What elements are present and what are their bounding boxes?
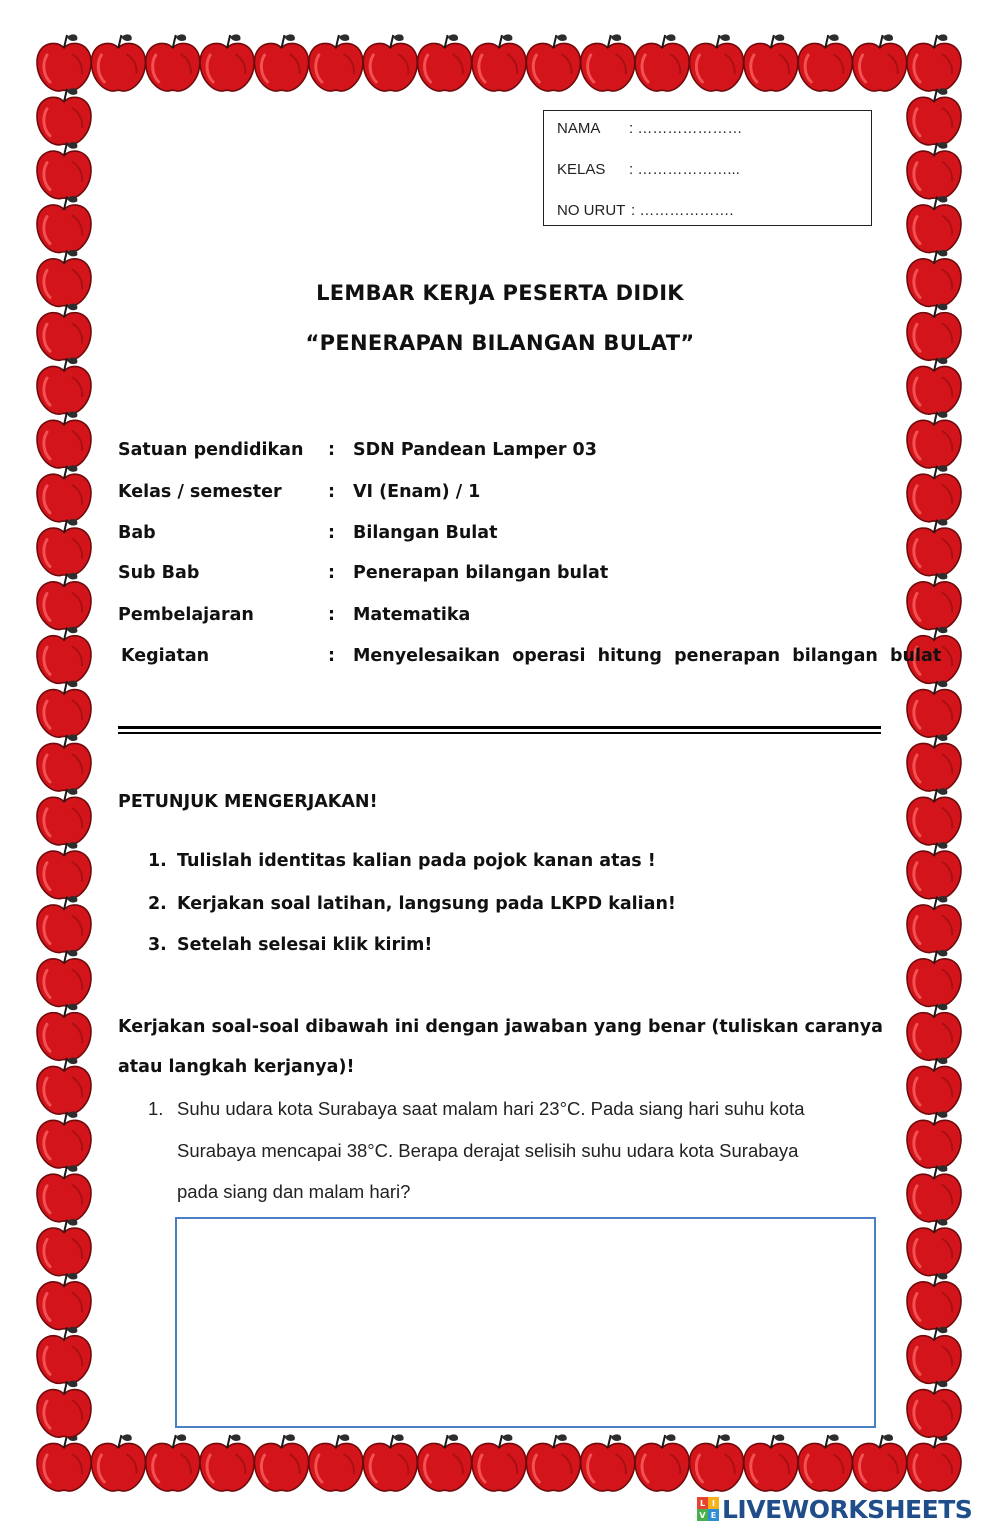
instructions-heading: PETUNJUK MENGERJAKAN! bbox=[118, 792, 378, 812]
liveworksheets-logo[interactable] bbox=[697, 1494, 972, 1524]
info-key: Satuan pendidikan bbox=[118, 440, 304, 460]
apple-icon bbox=[37, 519, 91, 576]
answer-input[interactable] bbox=[175, 1217, 876, 1428]
apple-icon bbox=[255, 1434, 309, 1491]
apple-icon bbox=[37, 1165, 91, 1222]
info-value: Bilangan Bulat bbox=[353, 523, 498, 543]
live-badge-icon bbox=[697, 1497, 719, 1521]
apple-icon bbox=[37, 573, 91, 630]
apple-icon bbox=[91, 1434, 145, 1491]
info-separator: : bbox=[328, 605, 335, 625]
identity-row-kelas bbox=[557, 161, 740, 178]
info-value: Menyelesaikan operasi hitung penerapan bilangan bulat bbox=[353, 646, 942, 666]
apple-icon bbox=[526, 34, 580, 91]
task-instruction-line2: atau langkah kerjanya)! bbox=[118, 1057, 355, 1077]
brand-name: LIVEWORKSHEETS bbox=[722, 1494, 973, 1524]
apple-icon bbox=[907, 1004, 961, 1061]
apple-icon bbox=[907, 1111, 961, 1168]
page-subtitle: “PENERAPAN BILANGAN BULAT” bbox=[305, 331, 695, 355]
apple-icon bbox=[853, 1434, 907, 1491]
apple-icon bbox=[37, 142, 91, 199]
apple-icon bbox=[798, 34, 852, 91]
info-key: Pembelajaran bbox=[118, 605, 254, 625]
apple-icon bbox=[472, 1434, 526, 1491]
apple-icon bbox=[363, 34, 417, 91]
apple-icon bbox=[37, 358, 91, 415]
badge-letter: V bbox=[697, 1509, 708, 1521]
question-text-line2: Surabaya mencapai 38°C. Berapa derajat selisih suhu udara kota Surabaya bbox=[177, 1140, 799, 1161]
info-value: VI (Enam) / 1 bbox=[353, 482, 481, 502]
apple-icon bbox=[907, 681, 961, 738]
apple-icon bbox=[472, 34, 526, 91]
apple-icon bbox=[37, 788, 91, 845]
apple-icon bbox=[146, 34, 200, 91]
apple-icon bbox=[37, 842, 91, 899]
apple-icon bbox=[907, 1381, 961, 1438]
apple-icon bbox=[907, 142, 961, 199]
apple-icon bbox=[37, 1058, 91, 1115]
identity-label-kelas: KELAS bbox=[557, 161, 606, 178]
apple-icon bbox=[907, 896, 961, 953]
apple-icon bbox=[37, 950, 91, 1007]
apple-icon bbox=[907, 519, 961, 576]
apple-icon bbox=[581, 1434, 635, 1491]
page-title: LEMBAR KERJA PESERTA DIDIK bbox=[316, 281, 684, 305]
identity-label-no-urut: NO URUT bbox=[557, 202, 626, 219]
apple-icon bbox=[309, 34, 363, 91]
apple-icon bbox=[37, 411, 91, 468]
apple-icon bbox=[907, 1219, 961, 1276]
badge-letter: L bbox=[697, 1497, 708, 1509]
apple-icon bbox=[309, 1434, 363, 1491]
task-instruction-line1: Kerjakan soal-soal dibawah ini dengan jawaban yang benar (tuliskan caranya bbox=[118, 1017, 883, 1037]
apple-icon bbox=[907, 34, 961, 91]
apple-icon bbox=[907, 1434, 961, 1491]
divider-thick bbox=[118, 726, 881, 729]
identity-label-nama: NAMA bbox=[557, 120, 601, 137]
info-value: Matematika bbox=[353, 605, 471, 625]
info-key: Bab bbox=[118, 523, 156, 543]
apple-icon bbox=[255, 34, 309, 91]
apple-icon bbox=[37, 196, 91, 253]
identity-value-kelas[interactable]: : ………………... bbox=[629, 161, 740, 178]
apple-icon bbox=[37, 1219, 91, 1276]
info-separator: : bbox=[328, 523, 335, 543]
apple-icon bbox=[907, 1327, 961, 1384]
identity-value-no-urut[interactable]: : ………………. bbox=[631, 202, 734, 219]
identity-row-no-urut bbox=[557, 202, 734, 219]
question-text-line1: Suhu udara kota Surabaya saat malam hari 23°C. Pada siang hari suhu kota bbox=[177, 1098, 805, 1119]
info-separator: : bbox=[328, 563, 335, 583]
apple-icon bbox=[853, 34, 907, 91]
question-text-line3: pada siang dan malam hari? bbox=[177, 1181, 411, 1202]
info-value: Penerapan bilangan bulat bbox=[353, 563, 609, 583]
apple-icon bbox=[526, 1434, 580, 1491]
identity-row-nama bbox=[557, 120, 743, 137]
apple-icon bbox=[200, 1434, 254, 1491]
apple-icon bbox=[635, 1434, 689, 1491]
apple-icon bbox=[690, 34, 744, 91]
apple-icon bbox=[37, 1273, 91, 1330]
apple-icon bbox=[907, 88, 961, 145]
question-number: 1. bbox=[148, 1098, 164, 1119]
instruction-number: 1. bbox=[148, 851, 167, 871]
apple-icon bbox=[37, 1004, 91, 1061]
apple-icon bbox=[37, 465, 91, 522]
apple-icon bbox=[37, 1381, 91, 1438]
apple-icon bbox=[744, 34, 798, 91]
apple-icon bbox=[907, 465, 961, 522]
apple-icon bbox=[37, 896, 91, 953]
badge-letter: I bbox=[708, 1497, 719, 1509]
apple-icon bbox=[635, 34, 689, 91]
apple-icon bbox=[37, 681, 91, 738]
apple-icon bbox=[907, 1058, 961, 1115]
instruction-item: Kerjakan soal latihan, langsung pada LKPD kalian! bbox=[177, 894, 676, 914]
apple-icon bbox=[37, 34, 91, 91]
apple-icon bbox=[907, 196, 961, 253]
info-separator: : bbox=[328, 482, 335, 502]
apple-icon bbox=[37, 1434, 91, 1491]
apple-icon bbox=[37, 1111, 91, 1168]
instruction-number: 3. bbox=[148, 935, 167, 955]
apple-icon bbox=[418, 1434, 472, 1491]
apple-icon bbox=[907, 358, 961, 415]
apple-icon bbox=[37, 627, 91, 684]
apple-icon bbox=[146, 1434, 200, 1491]
apple-icon bbox=[200, 34, 254, 91]
apple-icon bbox=[37, 734, 91, 791]
apple-icon bbox=[418, 34, 472, 91]
identity-value-nama[interactable]: : ………………… bbox=[629, 120, 743, 137]
instruction-number: 2. bbox=[148, 894, 167, 914]
apple-icon bbox=[91, 34, 145, 91]
apple-icon bbox=[744, 1434, 798, 1491]
info-key: Sub Bab bbox=[118, 563, 200, 583]
apple-icon bbox=[907, 950, 961, 1007]
apple-icon bbox=[907, 1273, 961, 1330]
apple-icon bbox=[907, 573, 961, 630]
info-separator: : bbox=[328, 440, 335, 460]
apple-icon bbox=[581, 34, 635, 91]
apple-icon bbox=[37, 1327, 91, 1384]
apple-icon bbox=[690, 1434, 744, 1491]
apple-icon bbox=[907, 411, 961, 468]
apple-icon bbox=[907, 842, 961, 899]
info-key: Kegiatan bbox=[121, 646, 210, 666]
apple-icon bbox=[907, 788, 961, 845]
info-key: Kelas / semester bbox=[118, 482, 282, 502]
identity-box bbox=[543, 110, 872, 226]
instruction-item: Setelah selesai klik kirim! bbox=[177, 935, 433, 955]
badge-letter: E bbox=[708, 1509, 719, 1521]
divider-thin bbox=[118, 732, 881, 734]
apple-icon bbox=[907, 734, 961, 791]
instruction-item: Tulislah identitas kalian pada pojok kanan atas ! bbox=[177, 851, 656, 871]
apple-icon bbox=[363, 1434, 417, 1491]
info-separator: : bbox=[328, 646, 335, 666]
apple-icon bbox=[37, 88, 91, 145]
info-value: SDN Pandean Lamper 03 bbox=[353, 440, 597, 460]
apple-icon bbox=[798, 1434, 852, 1491]
apple-icon bbox=[907, 1165, 961, 1222]
